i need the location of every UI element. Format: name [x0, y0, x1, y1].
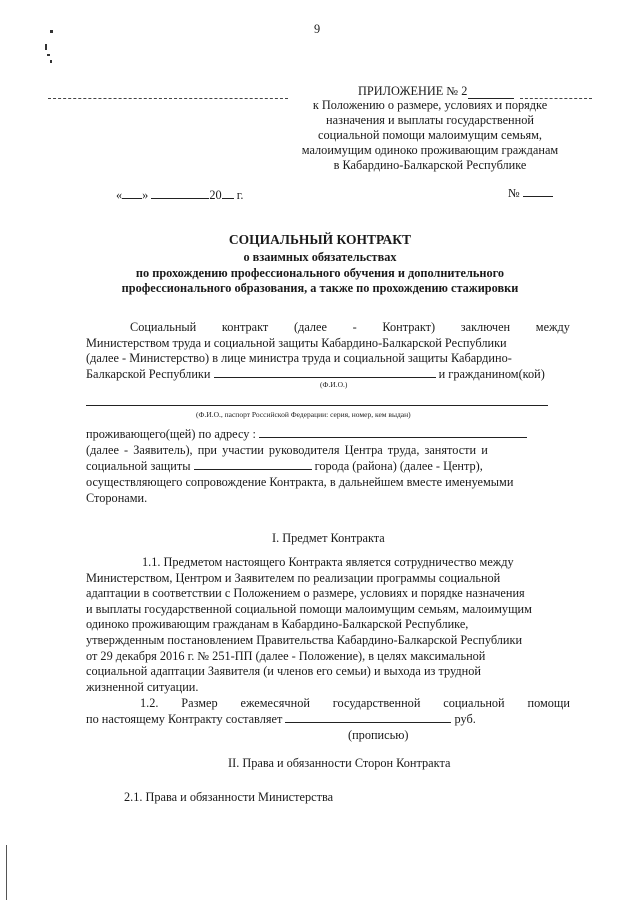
intro-line-9: осуществляющего сопровождение Контракта, в дальнейшем вместе именуемыми — [86, 475, 514, 489]
fio-caption: (Ф.И.О.) — [320, 380, 348, 389]
paragraph-line: одиноко проживающим гражданам в Кабардино-Балкарской Республике, — [86, 617, 469, 632]
appendix-line: в Кабардино-Балкарской Республике — [333, 158, 527, 172]
appendix-line: социальной помощи малоимущим семьям, — [318, 128, 542, 142]
subsection-2-1: 2.1. Права и обязанности Министерства — [124, 790, 334, 804]
paragraph-1-2-line-1: 1.2. Размер ежемесячной государственной социальной помощи — [140, 696, 570, 710]
center-name-blank — [194, 459, 312, 470]
number-label: № — [508, 186, 520, 200]
section-1-paragraph-1-1 — [86, 555, 532, 695]
year-blank — [222, 188, 234, 199]
amount-caption: (прописью) — [348, 728, 409, 742]
citizen-fio-blank — [86, 405, 548, 406]
month-blank — [151, 188, 209, 199]
intro-line-3: (далее - Министерство) в лице министра труда и социальной защиты Кабардино- — [86, 351, 512, 365]
appendix-dash-line — [48, 98, 288, 99]
scan-mark — [50, 30, 53, 33]
date-close-quote: » — [142, 188, 149, 202]
paragraph-line: и выплаты государственной социальной помощи малоимущим семьям, малоимущим — [86, 601, 532, 616]
subtitle-line: профессионального образования, а также по прохождению стажировки — [121, 281, 519, 295]
intro-line-2: Министерством труда и социальной защиты Кабардино-Балкарской Республики — [86, 336, 507, 350]
scan-mark — [45, 44, 47, 50]
appendix-text — [280, 98, 580, 173]
paragraph-line: от 29 декабря 2016 г. № 251-ПП (далее - Положение), в целях максимальной — [86, 648, 486, 663]
day-blank — [122, 188, 142, 199]
number-blank — [523, 186, 553, 197]
scan-mark — [47, 54, 50, 56]
year-suffix: г. — [236, 188, 244, 202]
scan-mark — [50, 60, 52, 63]
date-line — [116, 188, 244, 203]
appendix-line: малоимущим одиноко проживающим гражданам — [301, 143, 559, 157]
contract-number — [508, 186, 553, 201]
section-1-title: I. Предмет Контракта — [272, 531, 385, 545]
appendix-line: назначения и выплаты государственной — [326, 113, 534, 127]
paragraph-line: Министерством, Центром и Заявителем по реализации программы социальной — [86, 570, 501, 585]
scan-edge-line — [6, 845, 7, 900]
intro-line-8: социальной защиты города (района) (далее - Центр), — [86, 459, 483, 473]
intro-line-6: проживающего(щей) по адресу : — [86, 427, 527, 442]
contract-title: СОЦИАЛЬНЫЙ КОНТРАКТ — [228, 232, 412, 247]
appendix-line: к Положению о размере, условиях и порядке — [312, 98, 548, 112]
date-open-quote: « — [116, 188, 123, 202]
year-prefix: 20 — [209, 188, 222, 202]
subtitle-line: о взаимных обязательствах — [243, 250, 397, 264]
intro-line-10: Сторонами. — [86, 491, 148, 505]
appendix-title: ПРИЛОЖЕНИЕ № 2 — [358, 84, 468, 98]
intro-line-4: Балкарской Республики и гражданином(кой) — [86, 367, 545, 381]
paragraph-line: жизненной ситуации. — [86, 679, 199, 694]
intro-line-1: Социальный контракт (далее - Контракт) заключен между — [130, 320, 570, 334]
intro-line-7: (далее - Заявитель), при участии руководителя Центра труда, занятости и — [86, 443, 488, 457]
minister-name-blank — [214, 367, 436, 378]
subtitle-line: по прохождению профессионального обучения и дополнительного — [135, 265, 505, 280]
paragraph-line: адаптации в соответствии с Положением о размере, условиях и порядке назначения — [86, 586, 525, 601]
paragraph-line: социальной адаптации Заявителя (и членов его семьи) и выхода из трудной — [86, 664, 481, 679]
paragraph-line: 1.1. Предметом настоящего Контракта является сотрудничество между — [142, 555, 514, 569]
page-number: 9 — [314, 22, 321, 36]
paragraph-line: утвержденным постановлением Правительства Кабардино-Балкарской Республики — [86, 632, 523, 647]
address-blank — [259, 427, 527, 438]
amount-blank — [285, 712, 451, 723]
contract-subtitle — [80, 250, 560, 297]
section-2-title: II. Права и обязанности Сторон Контракта — [228, 756, 451, 770]
passport-caption: (Ф.И.О., паспорт Российской Федерации: серия, номер, кем выдан) — [196, 410, 411, 419]
paragraph-1-2-line-2: по настоящему Контракту составляет руб. — [86, 712, 476, 726]
